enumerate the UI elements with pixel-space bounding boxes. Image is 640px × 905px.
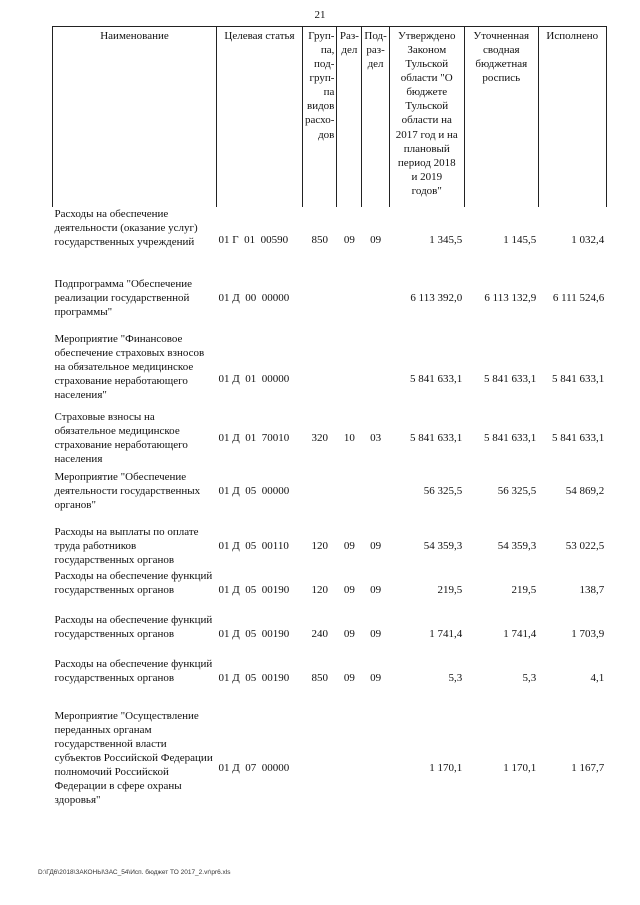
row-subsection [362,332,389,410]
header-row [53,27,607,208]
row-executed [538,657,606,709]
row-group [303,410,337,470]
row-section-value: 09 [343,672,355,684]
row-target [217,470,303,525]
row-group [303,569,337,613]
row-refined [464,332,538,410]
row-subsection [362,207,389,277]
row-executed-value: 4,1 [590,672,605,684]
row-executed-value: 5 841 633,1 [552,373,605,385]
row-executed-value: 53 022,5 [565,540,605,552]
header-executed: Исполнено [538,27,606,208]
row-target-value: 01 Д 01 00000 [218,373,290,385]
table-row [53,525,607,569]
row-target-value: 01 Д 00 00000 [218,292,290,304]
header-approved: Утверждено Законом Тульской области "О бюджете Тульской области на 2017 год и на плановый период 2018 и 2019 годов" [389,27,464,208]
row-executed-value: 54 869,2 [565,485,605,497]
header-subsection: Под- раз- дел [362,27,389,208]
row-approved [389,709,464,819]
header-group: Груп- па, под- груп- па видов расхо- дов [303,27,337,208]
row-group [303,525,337,569]
row-executed [538,207,606,277]
row-section-value: 09 [343,584,355,596]
row-subsection [362,657,389,709]
row-refined-value: 219,5 [511,584,537,596]
row-refined-value: 56 325,5 [497,485,537,497]
row-approved [389,332,464,410]
row-subsection [362,277,389,332]
row-refined-value: 5 841 633,1 [484,373,537,385]
row-name: Подпрограмма "Обеспечение реализации государственной программы" [54,278,192,319]
row-target [217,525,303,569]
row-target [217,569,303,613]
row-target-value: 01 Д 05 00190 [218,628,290,640]
row-executed-value: 6 111 524,6 [552,292,605,304]
header-refined: Уточненная сводная бюджетная роспись [464,27,538,208]
row-approved-value: 56 325,5 [423,485,463,497]
row-section-value: 09 [343,234,355,246]
row-approved-value: 1 170,1 [429,762,463,774]
row-refined [464,613,538,657]
header-target: Целевая статья [217,27,303,208]
row-refined-value: 5,3 [522,672,537,684]
row-refined [464,569,538,613]
row-section [337,470,362,525]
row-approved-value: 6 113 392,0 [410,292,463,304]
header-section: Раз- дел [337,27,362,208]
table-row [53,569,607,613]
row-refined-value: 1 170,1 [503,762,537,774]
table-row [53,207,607,277]
row-approved [389,207,464,277]
row-refined-value: 54 359,3 [497,540,537,552]
row-executed-value: 5 841 633,1 [552,432,605,444]
row-section [337,569,362,613]
row-section-value: 09 [343,540,355,552]
row-approved-value: 219,5 [437,584,463,596]
row-refined [464,525,538,569]
row-subsection-value: 09 [370,540,382,552]
row-section [337,207,362,277]
row-executed-value: 1 167,7 [571,762,605,774]
row-refined [464,277,538,332]
row-refined-value: 5 841 633,1 [484,432,537,444]
row-executed [538,569,606,613]
row-section [337,613,362,657]
row-section [337,657,362,709]
row-target-value: 01 Д 05 00110 [218,540,289,552]
row-target [217,207,303,277]
row-group-value: 120 [311,584,328,596]
row-name: Мероприятие "Осуществление переданных органам государственной власти субъектов Российской Федерации полномочий Российской Федерации в сфере охраны здоровья" [54,710,213,807]
row-approved-value: 5 841 633,1 [410,373,463,385]
row-approved [389,569,464,613]
row-group [303,470,337,525]
row-section-value: 10 [343,432,355,444]
row-target-value: 01 Д 05 00000 [218,485,290,497]
row-refined [464,657,538,709]
row-approved [389,657,464,709]
row-group [303,207,337,277]
row-refined-value: 1 741,4 [503,628,537,640]
row-subsection-value: 03 [370,432,382,444]
row-name: Мероприятие "Финансовое обеспечение страховых взносов на обязательное медицинское страхование неработающего населения" [54,333,205,402]
file-path-footer: D:\ГД6\2018\ЗАКОНЫ\ЗАС_54\Исп. бюджет ТО 2017_2.vr\pr6.xls [38,869,231,876]
table-row [53,470,607,525]
row-group [303,709,337,819]
row-group-value: 320 [311,432,328,444]
row-section [337,332,362,410]
row-approved-value: 1 345,5 [429,234,463,246]
row-approved [389,277,464,332]
row-target [217,709,303,819]
row-executed-value: 1 032,4 [571,234,605,246]
row-name: Расходы на выплаты по оплате труда работников государственных органов [54,526,199,567]
row-subsection-value: 09 [370,628,382,640]
row-subsection [362,525,389,569]
row-refined-value: 1 145,5 [503,234,537,246]
row-target [217,613,303,657]
row-subsection [362,613,389,657]
row-executed [538,470,606,525]
row-approved-value: 54 359,3 [423,540,463,552]
row-name: Расходы на обеспечение функций государственных органов [54,614,213,641]
row-approved-value: 5,3 [448,672,463,684]
row-section-value: 09 [343,628,355,640]
row-target-value: 01 Д 05 00190 [218,584,290,596]
row-section [337,277,362,332]
row-section [337,709,362,819]
budget-table [52,26,607,819]
row-target-value: 01 Г 01 00590 [218,234,289,246]
row-executed [538,613,606,657]
row-target [217,277,303,332]
table-row [53,277,607,332]
row-approved [389,613,464,657]
table-row [53,332,607,410]
row-target-value: 01 Д 01 70010 [218,432,290,444]
row-name: Расходы на обеспечение функций государственных органов [54,570,213,597]
row-name: Расходы на обеспечение функций государственных органов [54,658,213,685]
row-subsection-value: 09 [370,584,382,596]
row-group [303,332,337,410]
row-refined [464,470,538,525]
table-row [53,709,607,819]
row-refined-value: 6 113 132,9 [484,292,537,304]
row-approved-value: 1 741,4 [429,628,463,640]
row-subsection [362,470,389,525]
row-section [337,410,362,470]
row-executed [538,709,606,819]
row-group-value: 240 [311,628,328,640]
row-group-value: 120 [311,540,328,552]
row-group [303,657,337,709]
row-subsection [362,709,389,819]
row-executed [538,277,606,332]
row-target-value: 01 Д 07 00000 [218,762,290,774]
row-executed [538,410,606,470]
row-executed [538,332,606,410]
row-group-value: 850 [311,672,328,684]
row-approved-value: 5 841 633,1 [410,432,463,444]
row-refined [464,207,538,277]
row-name: Мероприятие "Обеспечение деятельности государственных органов" [54,471,201,512]
table-row [53,410,607,470]
table-row [53,657,607,709]
row-executed-value: 1 703,9 [571,628,605,640]
row-approved [389,410,464,470]
row-subsection [362,410,389,470]
row-approved [389,525,464,569]
row-name: Расходы на обеспечение деятельности (оказание услуг) государственных учреждений [54,208,198,249]
row-executed [538,525,606,569]
table-row [53,613,607,657]
row-subsection-value: 09 [370,234,382,246]
row-section [337,525,362,569]
row-subsection-value: 09 [370,672,382,684]
row-name: Страховые взносы на обязательное медицинское страхование неработающего населения [54,411,188,466]
row-target [217,410,303,470]
row-target [217,657,303,709]
row-group [303,277,337,332]
row-group [303,613,337,657]
row-target [217,332,303,410]
row-group-value: 850 [311,234,328,246]
row-refined [464,410,538,470]
row-executed-value: 138,7 [579,584,605,596]
row-refined [464,709,538,819]
page-number: 21 [314,9,326,21]
row-subsection [362,569,389,613]
header-name: Наименование [53,27,217,208]
row-target-value: 01 Д 05 00190 [218,672,290,684]
row-approved [389,470,464,525]
